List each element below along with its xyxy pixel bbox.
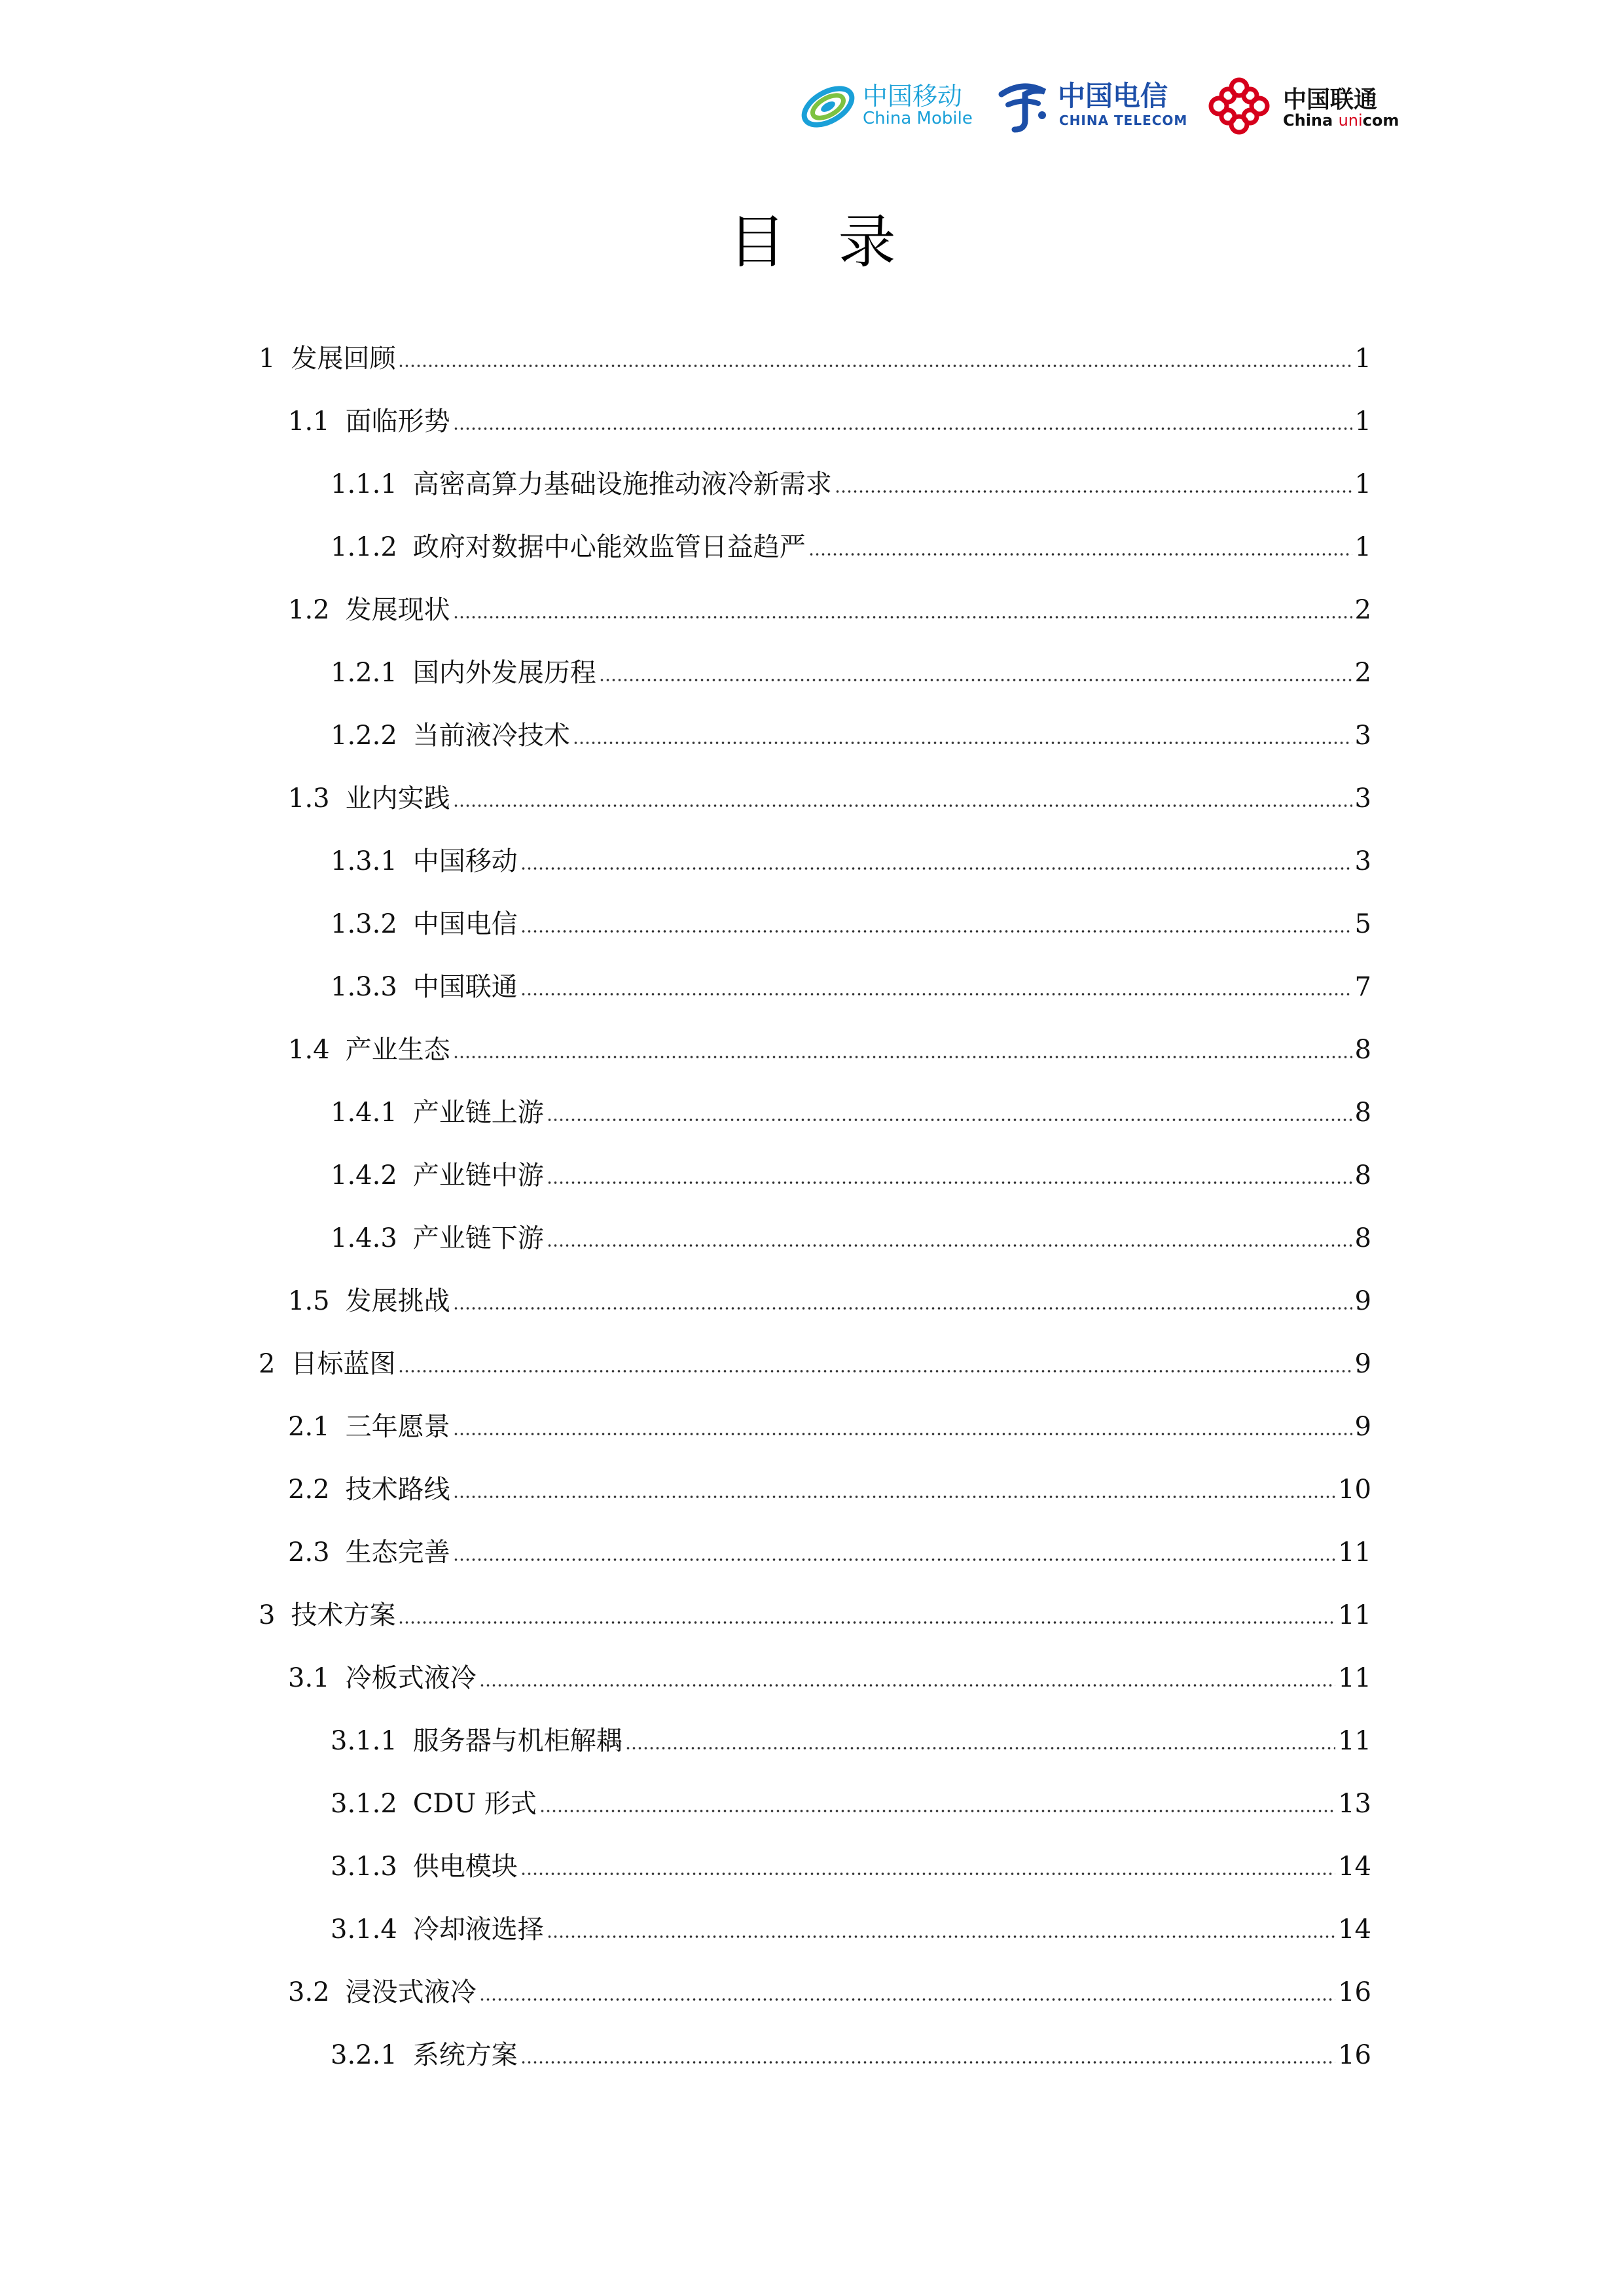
toc-entry-number: 3.1.4 bbox=[331, 1914, 397, 1945]
toc-entry[interactable] bbox=[259, 767, 1371, 830]
toc-dot-leader bbox=[520, 865, 1352, 872]
toc-entry-title: 三年愿景 bbox=[345, 1412, 450, 1442]
toc-entry-number: 3.1.3 bbox=[331, 1852, 397, 1882]
toc-entry-number: 1 bbox=[259, 344, 276, 374]
toc-entry[interactable] bbox=[259, 1772, 1371, 1835]
toc-entry-number: 1.4.3 bbox=[331, 1223, 397, 1253]
toc-entry-title: 系统方案 bbox=[412, 2040, 518, 2070]
toc-entry-number: 3.1.1 bbox=[331, 1726, 397, 1756]
toc-entry[interactable] bbox=[259, 641, 1371, 704]
toc-entry-title: 浸没式液冷 bbox=[345, 1977, 477, 2007]
toc-entry-number: 1.4 bbox=[288, 1035, 330, 1065]
toc-entry-title: 政府对数据中心能效监管日益趋严 bbox=[412, 532, 806, 562]
toc-dot-leader bbox=[398, 1368, 1352, 1374]
toc-dot-leader bbox=[520, 1871, 1335, 1877]
toc-entry-title: 发展回顾 bbox=[291, 344, 396, 374]
toc-entry-title: 冷却液选择 bbox=[412, 1914, 544, 1945]
toc-entry-page: 16 bbox=[1338, 2040, 1371, 2070]
toc-dot-leader bbox=[835, 488, 1352, 495]
toc-entry-page: 11 bbox=[1338, 1663, 1371, 1693]
toc-entry-number: 3.2 bbox=[288, 1977, 330, 2007]
toc-entry[interactable] bbox=[259, 1144, 1371, 1207]
china-unicom-subtitle: China unicom bbox=[1283, 111, 1399, 130]
toc-dot-leader bbox=[547, 1242, 1352, 1249]
toc-entry-page: 1 bbox=[1354, 344, 1371, 374]
toc-dot-leader bbox=[547, 1933, 1335, 1940]
toc-dot-leader bbox=[453, 614, 1352, 620]
toc-entry[interactable] bbox=[259, 1458, 1371, 1521]
toc-entry-number: 1.4.2 bbox=[331, 1160, 397, 1191]
toc-entry-number: 1.1 bbox=[288, 406, 330, 437]
toc-entry[interactable] bbox=[259, 1961, 1371, 2024]
toc-dot-leader bbox=[599, 677, 1352, 683]
china-telecom-name: 中国电信 bbox=[1058, 80, 1168, 112]
toc-entry-number: 1.1.1 bbox=[331, 469, 397, 499]
toc-dot-leader bbox=[539, 1808, 1335, 1814]
toc-entry-page: 11 bbox=[1338, 1726, 1371, 1756]
toc-entry[interactable] bbox=[259, 1898, 1371, 1961]
toc-dot-leader bbox=[398, 1619, 1335, 1626]
toc-entry[interactable] bbox=[259, 830, 1371, 893]
toc-entry[interactable] bbox=[259, 1018, 1371, 1081]
toc-entry-page: 10 bbox=[1338, 1475, 1371, 1505]
china-telecom-emblem-icon bbox=[995, 75, 1051, 134]
toc-entry[interactable] bbox=[259, 704, 1371, 767]
toc-entry-title: 产业生态 bbox=[345, 1035, 450, 1065]
toc-entry-number: 1.5 bbox=[288, 1286, 330, 1316]
toc-dot-leader bbox=[398, 363, 1352, 369]
toc-entry[interactable] bbox=[259, 1521, 1371, 1584]
toc-entry-number: 1.3.3 bbox=[331, 972, 397, 1002]
toc-entry-number: 1.2 bbox=[288, 595, 330, 625]
china-unicom-knot-icon bbox=[1204, 73, 1274, 139]
toc-dot-leader bbox=[520, 991, 1352, 997]
toc-dot-leader bbox=[453, 1494, 1335, 1500]
toc-entry-number: 1.4.1 bbox=[331, 1098, 397, 1128]
toc-entry-page: 9 bbox=[1354, 1349, 1371, 1379]
toc-entry[interactable] bbox=[259, 956, 1371, 1018]
toc-dot-leader bbox=[520, 928, 1352, 935]
toc-entry-number: 1.1.2 bbox=[331, 532, 397, 562]
toc-entry[interactable] bbox=[259, 1647, 1371, 1710]
toc-entry-number: 1.2.2 bbox=[331, 721, 397, 751]
toc-entry[interactable] bbox=[259, 453, 1371, 516]
toc-dot-leader bbox=[453, 425, 1352, 432]
toc-entry-number: 1.3.1 bbox=[331, 846, 397, 876]
toc-entry-title: 供电模块 bbox=[412, 1852, 518, 1882]
page-title: 目录 bbox=[728, 208, 948, 276]
toc-entry-page: 1 bbox=[1354, 406, 1371, 437]
header-logos bbox=[799, 71, 1401, 143]
toc-entry[interactable] bbox=[259, 579, 1371, 641]
toc-dot-leader bbox=[625, 1745, 1335, 1751]
toc-entry-title: 产业链下游 bbox=[412, 1223, 544, 1253]
toc-entry-title: 产业链中游 bbox=[412, 1160, 544, 1191]
toc-entry-number: 1.2.1 bbox=[331, 658, 397, 688]
toc-entry-page: 9 bbox=[1354, 1412, 1371, 1442]
toc-dot-leader bbox=[453, 1054, 1352, 1060]
toc-entry-title: 高密高算力基础设施推动液冷新需求 bbox=[412, 469, 832, 499]
toc-entry-page: 8 bbox=[1354, 1160, 1371, 1191]
toc-entry-number: 3.1 bbox=[288, 1663, 330, 1693]
toc-entry[interactable] bbox=[259, 1207, 1371, 1270]
toc-entry-number: 3 bbox=[259, 1600, 276, 1630]
toc-dot-leader bbox=[453, 802, 1352, 809]
toc-entry-number: 2.3 bbox=[288, 1537, 330, 1568]
toc-entry-title: 当前液冷技术 bbox=[412, 721, 570, 751]
toc-entry-title: 目标蓝图 bbox=[291, 1349, 396, 1379]
toc-entry[interactable] bbox=[259, 1710, 1371, 1772]
toc-entry-number: 1.3 bbox=[288, 783, 330, 814]
toc-entry-page: 11 bbox=[1338, 1537, 1371, 1568]
toc-entry-page: 9 bbox=[1354, 1286, 1371, 1316]
toc-entry-page: 14 bbox=[1338, 1914, 1371, 1945]
toc-entry[interactable] bbox=[259, 1835, 1371, 1898]
china-mobile-logo bbox=[799, 71, 975, 143]
toc-entry-page: 3 bbox=[1354, 783, 1371, 814]
toc-entry-page: 2 bbox=[1354, 658, 1371, 688]
china-mobile-emblem-icon bbox=[799, 77, 857, 136]
toc-entry-page: 3 bbox=[1354, 721, 1371, 751]
toc-entry-title: 业内实践 bbox=[345, 783, 450, 814]
toc-entry-page: 16 bbox=[1338, 1977, 1371, 2007]
toc-entry-number: 2.1 bbox=[288, 1412, 330, 1442]
toc-entry-page: 11 bbox=[1338, 1600, 1371, 1630]
toc-entry-title: 冷板式液冷 bbox=[345, 1663, 477, 1693]
toc-entry-title: 技术路线 bbox=[345, 1475, 450, 1505]
toc-entry-title: 产业链上游 bbox=[412, 1098, 544, 1128]
toc-entry-page: 1 bbox=[1354, 469, 1371, 499]
toc-entry-page: 8 bbox=[1354, 1098, 1371, 1128]
toc-entry-page: 13 bbox=[1338, 1789, 1371, 1819]
toc-entry[interactable] bbox=[259, 2024, 1371, 2087]
china-unicom-logo bbox=[1204, 71, 1401, 143]
table-of-contents bbox=[259, 327, 1371, 2087]
toc-entry[interactable] bbox=[259, 893, 1371, 956]
toc-entry-title: 技术方案 bbox=[291, 1600, 396, 1630]
toc-entry-title: 发展挑战 bbox=[345, 1286, 450, 1316]
toc-entry[interactable] bbox=[259, 1584, 1371, 1647]
toc-entry-number: 2 bbox=[259, 1349, 276, 1379]
toc-entry-title: 发展现状 bbox=[345, 595, 450, 625]
toc-entry-title: 中国联通 bbox=[412, 972, 518, 1002]
toc-dot-leader bbox=[808, 551, 1352, 558]
toc-entry-page: 1 bbox=[1354, 532, 1371, 562]
toc-entry-page: 2 bbox=[1354, 595, 1371, 625]
toc-entry[interactable] bbox=[259, 327, 1371, 390]
toc-entry-page: 14 bbox=[1338, 1852, 1371, 1882]
toc-entry[interactable] bbox=[259, 1333, 1371, 1395]
toc-dot-leader bbox=[479, 1682, 1335, 1689]
china-mobile-name: 中国移动 bbox=[863, 82, 963, 111]
toc-dot-leader bbox=[547, 1179, 1352, 1186]
toc-entry-page: 8 bbox=[1354, 1223, 1371, 1253]
toc-dot-leader bbox=[479, 1996, 1335, 2003]
toc-entry-number: 3.1.2 bbox=[331, 1789, 397, 1819]
toc-entry-title: 中国移动 bbox=[412, 846, 518, 876]
toc-dot-leader bbox=[453, 1431, 1352, 1437]
toc-entry-page: 3 bbox=[1354, 846, 1371, 876]
toc-entry[interactable] bbox=[259, 516, 1371, 579]
toc-entry[interactable] bbox=[259, 1270, 1371, 1333]
toc-entry-page: 5 bbox=[1354, 909, 1371, 939]
toc-entry[interactable] bbox=[259, 390, 1371, 453]
toc-dot-leader bbox=[520, 2059, 1335, 2066]
toc-dot-leader bbox=[573, 740, 1352, 746]
toc-entry-title: 服务器与机柜解耦 bbox=[412, 1726, 623, 1756]
toc-entry-title: CDU 形式 bbox=[412, 1789, 537, 1819]
toc-entry-title: 中国电信 bbox=[412, 909, 518, 939]
china-unicom-name: 中国联通 bbox=[1283, 86, 1378, 113]
toc-dot-leader bbox=[453, 1556, 1335, 1563]
toc-dot-leader bbox=[547, 1117, 1352, 1123]
toc-entry-number: 1.3.2 bbox=[331, 909, 397, 939]
china-mobile-subtitle: China Mobile bbox=[863, 109, 973, 128]
toc-entry-number: 2.2 bbox=[288, 1475, 330, 1505]
toc-entry-number: 3.2.1 bbox=[331, 2040, 397, 2070]
toc-entry[interactable] bbox=[259, 1395, 1371, 1458]
toc-entry-title: 国内外发展历程 bbox=[412, 658, 596, 688]
china-telecom-subtitle: CHINA TELECOM bbox=[1059, 113, 1188, 128]
toc-entry-title: 面临形势 bbox=[345, 406, 450, 437]
toc-entry-page: 8 bbox=[1354, 1035, 1371, 1065]
toc-entry-page: 7 bbox=[1354, 972, 1371, 1002]
toc-dot-leader bbox=[453, 1305, 1352, 1312]
toc-entry[interactable] bbox=[259, 1081, 1371, 1144]
china-telecom-logo bbox=[995, 71, 1191, 143]
toc-entry-title: 生态完善 bbox=[345, 1537, 450, 1568]
